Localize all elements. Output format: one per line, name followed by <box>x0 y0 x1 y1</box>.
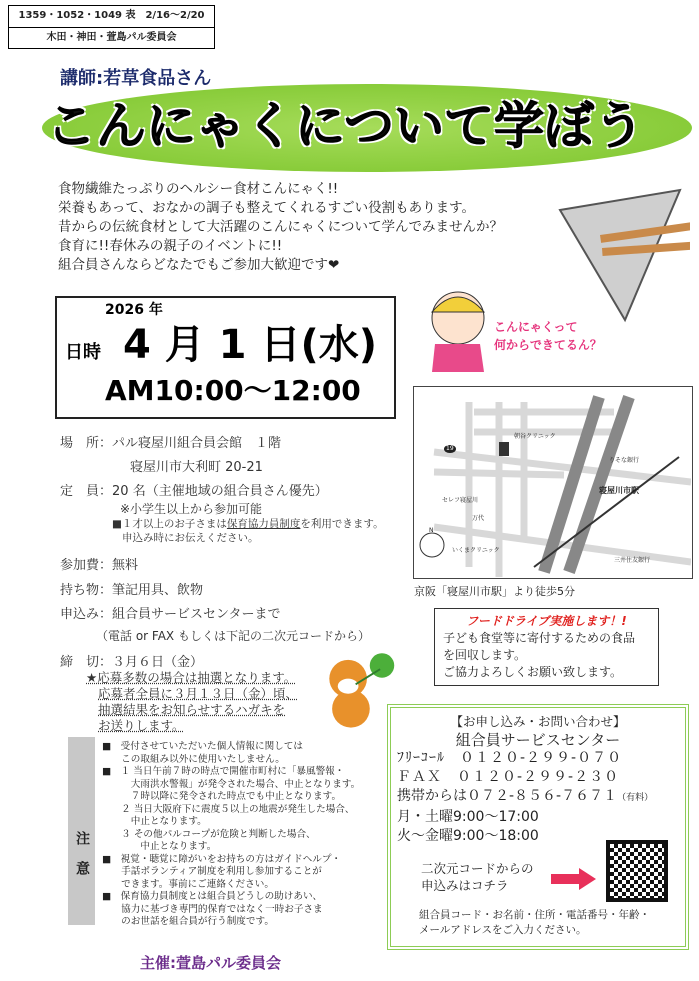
mobile-number: 携帯からは０７２-８５６-７６７１ <box>397 788 618 804</box>
food-drive-note <box>434 608 659 686</box>
required-fields: メールアドレスをご入力ください。 <box>419 924 587 936</box>
note-line: 協力に基づき専門的保育ではなく一時お子さま <box>102 903 323 915</box>
note-line: 大雨洪水警報」が発令された場合、中止となります。 <box>102 778 361 790</box>
map-label: 三井住友銀行 <box>614 557 651 564</box>
childcare-note: ■１才以上のお子さまは <box>112 518 227 530</box>
map-caption: 京阪「寝屋川市駅」より徒歩5分 <box>414 585 575 598</box>
apply-label: 申込み： <box>60 607 113 622</box>
access-map <box>413 386 693 579</box>
apply-note: （電話 or FAX もしくは下記の二次元コードから） <box>96 629 370 643</box>
arrow-right-icon <box>551 868 596 890</box>
flyer-code: 1359・1052・1049 表 2/16〜2/20 <box>18 10 205 21</box>
girl-speech <box>494 318 602 354</box>
lottery-line: 応募者全員に３月１３日（金）頃、 <box>98 686 299 701</box>
note-line: ７時以降に発令された時点でも中止となります。 <box>102 791 342 802</box>
intro-line: 栄養もあって、おなかの調子も整えてくれるすごい役割もあります。 <box>58 200 476 216</box>
map-label: 寝屋川市駅 <box>599 486 639 495</box>
contact-box <box>387 704 689 950</box>
notes-label: 注意 <box>68 737 95 925</box>
note-line: 中止となります。 <box>102 816 207 827</box>
page-title: こんにゃくについて学ぼう <box>46 97 644 155</box>
food-drive-title: フードドライブ実施します！! <box>466 614 627 628</box>
capacity: 20 名（主催地域の組合員さん優先） <box>112 484 328 499</box>
service-center: 組合員サービスセンター <box>455 731 621 749</box>
intro-line: 食物繊維たっぷりのヘルシー食材こんにゃく!! <box>58 181 339 197</box>
bring-label: 持ち物： <box>60 583 113 598</box>
qr-text: 二次元コードからの <box>421 861 534 876</box>
childcare-note: 申込み時にお伝えください。 <box>122 532 259 544</box>
map-label: りそな銀行 <box>609 457 640 464</box>
note-line: ■ 視覚・聴覚に障がいをお持ちの方はガイドヘルプ・ <box>102 853 342 865</box>
age-note: ※小学生以上から参加可能 <box>120 502 263 516</box>
datetime-box <box>55 296 396 419</box>
event-time: AM10:00〜12:00 <box>105 374 361 407</box>
free-call: ﾌﾘｰｺｰﾙ ０１２０-２９９-０７０ <box>397 750 623 766</box>
konnyaku-illustration <box>540 180 690 330</box>
mobile-note: （有料） <box>617 793 654 803</box>
speech-line: こんにゃくって <box>494 320 578 334</box>
dog-illustration <box>318 648 398 730</box>
qr-text: 申込みはコチラ <box>421 878 509 893</box>
fee-label: 参加費： <box>60 558 113 573</box>
fax-number: ＦＡＸ ０１２０-２９９-２３０ <box>397 769 620 785</box>
childcare-note: を利用できます。 <box>300 518 384 530</box>
venue-label: 場 所： <box>60 436 113 451</box>
host: 主催:萱島パル委員会 <box>140 954 281 972</box>
note-line: この取組み以外に使用いたしません。 <box>102 753 285 765</box>
address: 寝屋川市大利町 20-21 <box>130 460 263 475</box>
committee-name: 木田・神田・萱島パル委員会 <box>9 27 214 48</box>
note-line: 手話ボランティア制度を利用し参加することが <box>102 866 322 877</box>
header-box <box>8 5 215 49</box>
lottery-line: ★応募多数の場合は抽選となります。 <box>86 670 297 685</box>
qr-code[interactable] <box>606 840 668 902</box>
map-label: 万代 <box>472 515 485 522</box>
lottery-line: お送りします。 <box>98 718 185 733</box>
note-line: 中止となります。 <box>102 841 217 852</box>
note-line: ■ １ 当日午前７時の時点で開催市町村に「暴風警報・ <box>102 766 345 777</box>
contact-heading: 【お申し込み・お問い合わせ】 <box>450 714 626 729</box>
note-line: ■ 保育協力員制度とは組合員どうしの助けあい、 <box>102 891 323 902</box>
note-line: できます。事前にご連絡ください。 <box>102 878 274 890</box>
bring: 筆記用具、飲物 <box>112 583 204 598</box>
event-date: 4 月 1 日(水) <box>123 322 378 368</box>
map-label: 朝谷クリニック <box>514 433 556 440</box>
map-label: いくまクリニック <box>452 547 500 554</box>
intro-text <box>58 180 503 275</box>
lottery-note <box>86 670 298 734</box>
food-drive-line: を回収します。 <box>443 648 527 662</box>
required-fields: 組合員コード・お名前・住所・電話番号・年齢・ <box>419 909 650 921</box>
note-line: ３ その他パルコープが危険と判断した場合、 <box>102 828 316 840</box>
notes-text <box>102 741 360 929</box>
event-year: 2026 年 <box>105 302 163 318</box>
venue: パル寝屋川組合員会館 １階 <box>112 436 282 451</box>
intro-line: 昔からの伝統食材として大活躍のこんにゃくについて学んでみませんか？ <box>58 219 503 235</box>
route-icon: 19 <box>446 445 454 452</box>
capacity-label: 定 員： <box>60 484 113 499</box>
girl-illustration <box>420 282 492 372</box>
intro-line: 食育に!!春休みの親子のイベントに!! <box>58 238 283 254</box>
hours: 月・土曜9:00〜17:00 <box>397 809 539 825</box>
north-icon: N <box>429 527 434 534</box>
hours: 火〜金曜9:00〜18:00 <box>397 828 539 844</box>
map-label: セレフ寝屋川 <box>442 497 479 504</box>
food-drive-line: 子ども食堂等に寄付するための食品 <box>443 631 636 645</box>
note-line: ２ 当日大阪府下に震度５以上の地震が発生した場合、 <box>102 803 355 815</box>
lecturer: 講師:若草食品さん <box>60 68 212 89</box>
apply: 組合員サービスセンターまで <box>112 607 281 622</box>
datetime-label: 日時 <box>65 342 101 363</box>
speech-line: 何からできてるん？ <box>494 338 602 352</box>
lottery-line: 抽選結果をお知らせするハガキを <box>98 702 286 717</box>
note-line: のお世話を組合員が行う制度です。 <box>102 916 274 927</box>
food-drive-line: ご協力よろしくお願い致します。 <box>443 665 623 679</box>
childcare-link: 保育協力員制度 <box>226 518 301 530</box>
intro-line: 組合員さんならどなたでもご参加大歓迎です❤ <box>58 257 340 273</box>
note-line: ■ 受付させていただいた個人情報に関しては <box>102 741 303 752</box>
deadline-label: 締 切： <box>60 655 113 670</box>
deadline: ３月６日（金） <box>112 655 204 670</box>
fee: 無料 <box>112 558 139 573</box>
